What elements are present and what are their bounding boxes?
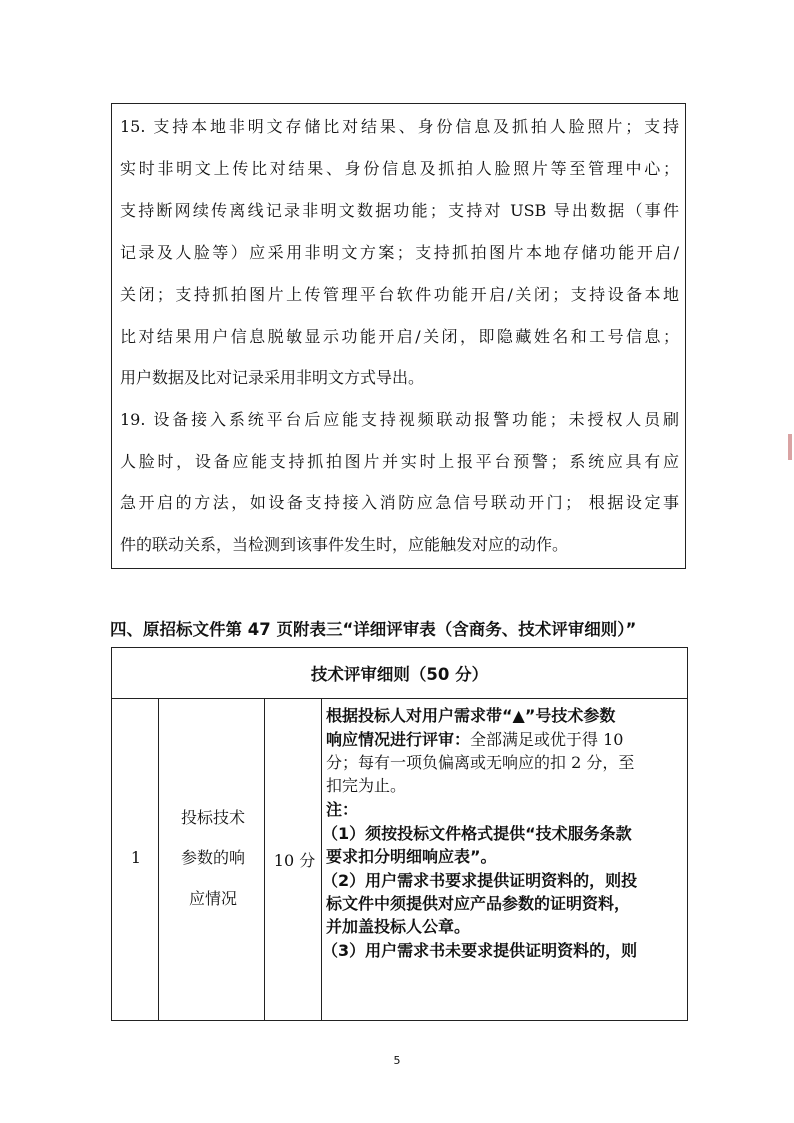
score-value: 10 分 — [273, 851, 316, 870]
box-line: 件的联动关系，当检测到该事件发生时，应能触发对应的动作。 — [120, 535, 569, 554]
box-line: 支持断网续传离线记录非明文数据功能；支持对 USB 导出数据（事件 — [120, 201, 679, 220]
table-caption: 技术评审细则（50 分） — [112, 648, 687, 699]
detail-note-label: 注： — [326, 800, 359, 819]
seal-edge-mark — [788, 434, 792, 460]
detail-line: 分；每有一项负偏离或无响应的扣 2 分，至 — [326, 753, 635, 772]
box-line: 关闭；支持抓拍图片上传管理平台软件功能开启/关闭；支持设备本地 — [120, 285, 679, 304]
detail-line — [326, 730, 684, 750]
section-heading: 四、原招标文件第 47 页附表三“详细评审表（含商务、技术评审细则）” — [110, 620, 637, 639]
detail-line: 要求扣分明细响应表”。 — [326, 847, 497, 866]
row-number: 1 — [130, 848, 142, 867]
box-line: 用户数据及比对记录采用非明文方式导出。 — [120, 368, 425, 387]
detail-line: 扣完为止。 — [326, 776, 407, 795]
box-line: 人脸时，设备应能支持抓拍图片并实时上报平台预警；系统应具有应 — [120, 452, 679, 471]
detail-text: 全部满足或优于得 10 — [470, 730, 624, 749]
item-name-line: 参数的响 — [180, 848, 245, 867]
box-line: 15. 支持本地非明文存储比对结果、身份信息及抓拍人脸照片；支持 — [120, 117, 679, 136]
box-line: 实时非明文上传比对结果、身份信息及抓拍人脸照片等至管理中心； — [120, 159, 679, 178]
detail-line: （3）用户需求书未要求提供证明资料的，则 — [322, 941, 638, 960]
item-name-line: 应情况 — [188, 889, 237, 908]
item-name-line: 投标技术 — [180, 808, 245, 827]
box-line: 19. 设备接入系统平台后应能支持视频联动报警功能；未授权人员刷 — [120, 410, 679, 429]
requirements-box — [111, 103, 686, 569]
detail-line: 并加盖投标人公章。 — [326, 917, 471, 936]
box-line: 急开启的方法，如设备支持接入消防应急信号联动开门； 根据设定事 — [120, 493, 679, 512]
box-line: 比对结果用户信息脱敏显示功能开启/关闭，即隐藏姓名和工号信息； — [120, 327, 679, 346]
detail-line: （2）用户需求书要求提供证明资料的，则投 — [322, 871, 638, 890]
box-line: 记录及人脸等）应采用非明文方案；支持抓拍图片本地存储功能开启/ — [120, 243, 679, 262]
detail-line: 根据投标人对用户需求带“▲”号技术参数 — [326, 706, 616, 725]
evaluation-table — [111, 647, 688, 1021]
page-number: 5 — [393, 1054, 401, 1067]
detail-line: 标文件中须提供对应产品参数的证明资料， — [326, 894, 631, 913]
detail-line: （1）须按投标文件格式提供“技术服务条款 — [322, 824, 632, 843]
detail-bold-text: 响应情况进行评审： — [326, 730, 471, 749]
